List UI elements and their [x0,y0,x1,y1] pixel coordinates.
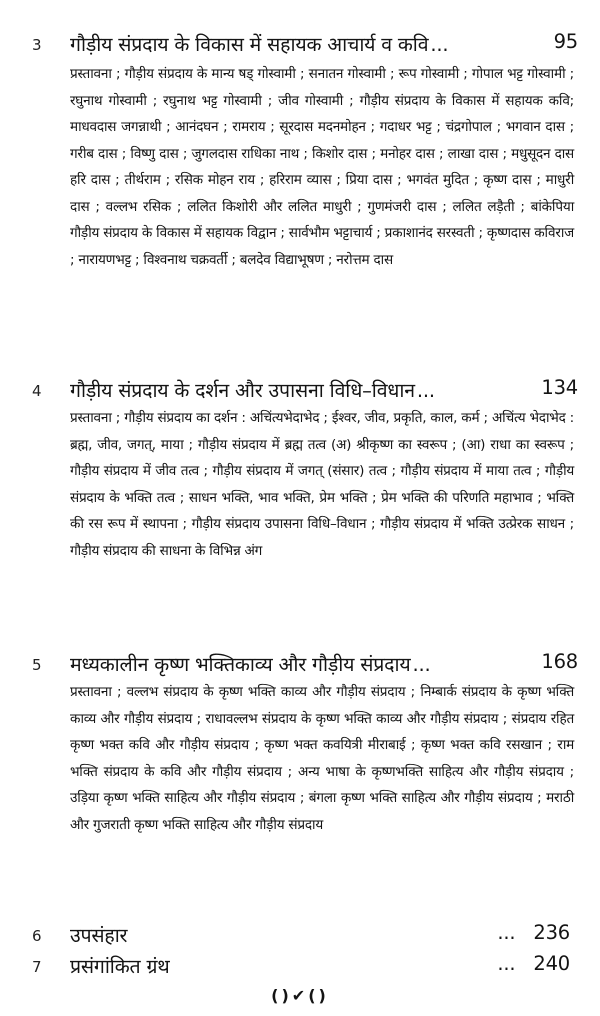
leader-dots: ... [430,33,449,56]
chapter-title-row [70,952,570,979]
chapter-title: उपसंहार [70,924,128,947]
chapter-title-row [70,650,578,677]
chapter-title-row [70,30,578,57]
chapter-number: 3 [32,36,42,54]
chapter-title-row [70,921,570,948]
chapter-contents: प्रस्तावना ; गौड़ीय संप्रदाय का दर्शन : अचिंत्यभेदाभेद ; ईश्वर, जीव, प्रकृति, काल, कर्म ; अचिंत्य भेदाभेद : ब्रह्म, जीव, जगत्, माया ; गौड़ीय संप्रदाय में ब्रह्म तत्व (अ) श्रीकृष्ण का स्वरूप ; (आ) राधा का स्वरूप ; गौड़ीय संप्रदाय में जीव तत्व ; गौड़ीय संप्रदाय में जगत् (संसार) तत्व ; गौड़ीय संप्रदाय में माया तत्व ; गौड़ीय संप्रदाय के भक्ति तत्व ; साधन भक्ति, भाव भक्ति, प्रेम भक्ति ; प्रेम भक्ति की परिणति महाभाव ; भक्ति की रस रूप में स्थापना ; गौड़ीय संप्रदाय उपासना विधि–विधान ; गौड़ीय संप्रदाय में भक्ति उत्प्रेरक साधन ; गौड़ीय संप्रदाय की साधना के विभिन्न अंग [70,410,574,559]
chapter-page-number: 240 [533,952,570,975]
chapter-title: गौड़ीय संप्रदाय के विकास में सहायक आचार्य व कवि [70,33,429,56]
chapter-title: मध्यकालीन कृष्ण भक्तिकाव्य और गौड़ीय संप्रदाय [70,653,411,676]
chapter-title-row [70,376,578,403]
chapter-number: 4 [32,382,42,400]
leader-dots: ... [412,653,431,676]
chapter-page-number: 95 [553,30,578,53]
chapter-contents: प्रस्तावना ; वल्लभ संप्रदाय के कृष्ण भक्ति काव्य और गौड़ीय संप्रदाय ; निम्बार्क संप्रदाय के कृष्ण भक्ति काव्य और गौड़ीय संप्रदाय ; राधावल्लभ संप्रदाय के कृष्ण भक्ति काव्य और गौड़ीय संप्रदाय ; संप्रदाय रहित कृष्ण भक्त कवि और गौड़ीय संप्रदाय ; कृष्ण भक्त कवयित्री मीराबाई ; कृष्ण भक्त कवि रसखान ; राम भक्ति संप्रदाय के कवि और गौड़ीय संप्रदाय ; अन्य भाषा के कृष्णभक्ति साहित्य और गौड़ीय संप्रदाय ; उड़िया कृष्ण भक्ति साहित्य और गौड़ीय संप्रदाय ; बंगला कृष्ण भक्ति साहित्य और गौड़ीय संप्रदाय ; मराठी और गुजराती कृष्ण भक्ति साहित्य और गौड़ीय संप्रदाय [70,684,574,833]
chapter-page-number: 236 [533,921,570,944]
chapter-page-number: 134 [541,376,578,399]
chapter-number: 6 [32,927,42,945]
leader-dots: ... [416,379,435,402]
leader-dots: ... [497,921,516,944]
chapter-title: प्रसंगांकित ग्रंथ [70,955,170,978]
chapter-title: गौड़ीय संप्रदाय के दर्शन और उपासना विधि–विधान [70,379,415,402]
chapter-contents: प्रस्तावना ; गौड़ीय संप्रदाय के मान्य षड् गोस्वामी ; सनातन गोस्वामी ; रूप गोस्वामी ; गोपाल भट्ट गोस्वामी ; रघुनाथ गोस्वामी ; रघुनाथ भट्ट गोस्वामी ; जीव गोस्वामी ; गौड़ीय संप्रदाय के विकास में सहायक कवि; माधवदास जगन्नाथी ; आनंदघन ; रामराय ; सूरदास मदनमोहन ; गदाधर भट्ट ; चंद्रगोपाल ; भगवान दास ; गरीब दास ; विष्णु दास ; जुगलदास राधिका नाथ ; किशोर दास ; मनोहर दास ; लाखा दास ; मधुसूदन दास हरि दास ; तीर्थराम ; रसिक मोहन राय ; हरिराम व्यास ; प्रिया दास ; भगवंत मुदित ; कृष्ण दास ; माधुरी दास ; वल्लभ रसिक ; ललित किशोरी और ललित माधुरी ; गुणमंजरी दास ; ललित लड़ैती ; बांकेपिया गौड़ीय संप्रदाय के विकास में सहायक विद्वान ; सार्वभौम भट्टाचार्य ; प्रकाशानंद सरस्वती ; कृष्णदास कविराज ; नारायणभट्ट ; विश्वनाथ चक्रवर्ती ; बलदेव विद्याभूषण ; नरोत्तम दास [70,66,574,268]
chapter-number: 5 [32,656,42,674]
page-folio: ()✔() [271,986,329,1005]
leader-dots: ... [497,952,516,975]
chapter-number: 7 [32,958,42,976]
chapter-page-number: 168 [541,650,578,673]
